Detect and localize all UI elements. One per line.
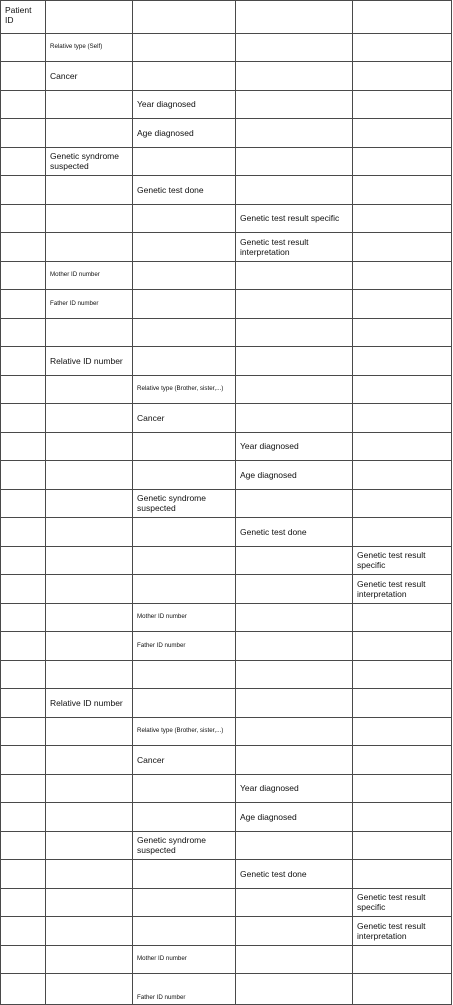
relative1-mother-id-label: Mother ID number — [133, 603, 236, 632]
self-genetic-syndrome-label: Genetic syndrome suspected — [46, 147, 133, 176]
table-cell[interactable] — [353, 603, 452, 632]
table-cell[interactable] — [236, 347, 353, 376]
table-cell[interactable] — [133, 917, 236, 946]
table-cell[interactable] — [46, 888, 133, 917]
table-cell[interactable] — [46, 318, 133, 347]
table-cell[interactable] — [353, 375, 452, 404]
table-cell[interactable] — [133, 518, 236, 547]
table-cell[interactable] — [133, 803, 236, 832]
table-cell[interactable] — [353, 860, 452, 889]
table-cell[interactable] — [353, 204, 452, 233]
table-cell[interactable] — [353, 261, 452, 290]
table-cell[interactable] — [353, 461, 452, 490]
patient-id-header: Patient ID — [1, 1, 46, 34]
self-genetic-test-result-specific-label: Genetic test result specific — [236, 204, 353, 233]
table-cell[interactable] — [353, 147, 452, 176]
relative2-genetic-test-done-label: Genetic test done — [236, 860, 353, 889]
relative1-relative-type-label: Relative type (Brother, sister,...) — [133, 375, 236, 404]
table-row — [1, 518, 452, 547]
table-cell[interactable] — [236, 375, 353, 404]
table-cell[interactable] — [1, 489, 46, 518]
table-row — [1, 888, 452, 917]
table-row — [1, 689, 452, 718]
self-relative-type-label: Relative type (Self) — [46, 33, 133, 62]
table-cell[interactable] — [46, 546, 133, 575]
table-row — [1, 945, 452, 974]
table-row — [1, 489, 452, 518]
table-cell[interactable] — [46, 746, 133, 775]
relative2-id-label: Relative ID number — [46, 689, 133, 718]
table-cell[interactable] — [353, 774, 452, 803]
table-cell[interactable] — [236, 603, 353, 632]
table-cell[interactable] — [353, 632, 452, 661]
table-cell[interactable] — [133, 774, 236, 803]
table-cell[interactable] — [133, 575, 236, 604]
table-cell[interactable] — [133, 318, 236, 347]
table-cell[interactable] — [1, 803, 46, 832]
table-cell[interactable] — [133, 233, 236, 262]
table-cell[interactable] — [353, 176, 452, 205]
table-cell[interactable] — [236, 831, 353, 860]
table-cell[interactable] — [353, 803, 452, 832]
relative2-year-diagnosed-label: Year diagnosed — [236, 774, 353, 803]
table-cell[interactable] — [353, 119, 452, 148]
table-cell[interactable] — [353, 432, 452, 461]
table-cell[interactable] — [46, 774, 133, 803]
table-cell[interactable] — [1, 575, 46, 604]
table-row — [1, 261, 452, 290]
relative1-year-diagnosed-label: Year diagnosed — [236, 432, 353, 461]
table-row — [1, 1, 452, 34]
table-row — [1, 204, 452, 233]
table-cell[interactable] — [46, 660, 133, 689]
table-row — [1, 803, 452, 832]
table-cell[interactable] — [236, 660, 353, 689]
self-age-diagnosed-label: Age diagnosed — [133, 119, 236, 148]
table-cell[interactable] — [1, 717, 46, 746]
table-row — [1, 746, 452, 775]
table-cell[interactable] — [1, 290, 46, 319]
table-cell[interactable] — [133, 888, 236, 917]
table-cell[interactable] — [46, 860, 133, 889]
table-row — [1, 62, 452, 91]
table-cell[interactable] — [236, 575, 353, 604]
table-cell[interactable] — [236, 689, 353, 718]
table-cell[interactable] — [1, 860, 46, 889]
table-cell[interactable] — [353, 945, 452, 974]
table-cell[interactable] — [236, 717, 353, 746]
table-cell[interactable] — [1, 33, 46, 62]
table-cell[interactable] — [1, 603, 46, 632]
table-row — [1, 974, 452, 1005]
relative1-genetic-test-result-specific-label: Genetic test result specific — [353, 546, 452, 575]
table-cell[interactable] — [236, 489, 353, 518]
table-cell[interactable] — [1, 176, 46, 205]
relative2-father-id-label: Father ID number — [133, 974, 236, 1005]
table-cell[interactable] — [46, 461, 133, 490]
table-row — [1, 176, 452, 205]
relative2-age-diagnosed-label: Age diagnosed — [236, 803, 353, 832]
table-cell[interactable] — [236, 62, 353, 91]
relative1-father-id-label: Father ID number — [133, 632, 236, 661]
table-cell[interactable] — [46, 632, 133, 661]
table-cell[interactable] — [1, 518, 46, 547]
table-row — [1, 290, 452, 319]
table-cell[interactable] — [1, 147, 46, 176]
self-mother-id-label: Mother ID number — [46, 261, 133, 290]
table-cell[interactable] — [236, 917, 353, 946]
table-cell[interactable] — [46, 489, 133, 518]
relative2-cancer-label: Cancer — [133, 746, 236, 775]
table-cell[interactable] — [236, 261, 353, 290]
relative1-genetic-test-result-interpretation-label: Genetic test result interpretation — [353, 575, 452, 604]
table-cell[interactable] — [46, 803, 133, 832]
table-cell[interactable] — [1, 62, 46, 91]
table-cell[interactable] — [236, 1, 353, 34]
self-genetic-test-done-label: Genetic test done — [133, 176, 236, 205]
table-row — [1, 461, 452, 490]
table-cell[interactable] — [1, 660, 46, 689]
table-row — [1, 147, 452, 176]
table-cell[interactable] — [1, 746, 46, 775]
table-cell[interactable] — [133, 290, 236, 319]
table-cell[interactable] — [1, 375, 46, 404]
table-cell[interactable] — [133, 689, 236, 718]
table-cell[interactable] — [133, 1, 236, 34]
table-cell[interactable] — [236, 888, 353, 917]
table-cell[interactable] — [46, 119, 133, 148]
table-cell[interactable] — [46, 233, 133, 262]
table-cell[interactable] — [236, 632, 353, 661]
table-cell[interactable] — [1, 774, 46, 803]
table-row — [1, 375, 452, 404]
relative1-age-diagnosed-label: Age diagnosed — [236, 461, 353, 490]
table-cell[interactable] — [1, 318, 46, 347]
table-cell[interactable] — [46, 404, 133, 433]
table-cell[interactable] — [236, 119, 353, 148]
table-row — [1, 860, 452, 889]
table-row — [1, 318, 452, 347]
table-row — [1, 233, 452, 262]
table-row — [1, 774, 452, 803]
relative2-genetic-test-result-specific-label: Genetic test result specific — [353, 888, 452, 917]
table-cell[interactable] — [1, 917, 46, 946]
relative2-mother-id-label: Mother ID number — [133, 945, 236, 974]
table-cell[interactable] — [353, 831, 452, 860]
table-cell[interactable] — [353, 746, 452, 775]
table-row — [1, 404, 452, 433]
table-cell[interactable] — [1, 404, 46, 433]
table-row — [1, 660, 452, 689]
table-cell[interactable] — [353, 1, 452, 34]
table-cell[interactable] — [1, 632, 46, 661]
table-cell[interactable] — [1, 689, 46, 718]
table-cell[interactable] — [353, 90, 452, 119]
table-cell[interactable] — [46, 831, 133, 860]
table-cell[interactable] — [236, 945, 353, 974]
table-cell[interactable] — [236, 147, 353, 176]
table-cell[interactable] — [1, 261, 46, 290]
relative1-cancer-label: Cancer — [133, 404, 236, 433]
table-cell[interactable] — [46, 518, 133, 547]
table-cell[interactable] — [46, 917, 133, 946]
table-cell[interactable] — [236, 290, 353, 319]
table-row — [1, 603, 452, 632]
table-cell[interactable] — [1, 831, 46, 860]
table-row — [1, 347, 452, 376]
table-cell[interactable] — [1, 888, 46, 917]
table-cell[interactable] — [353, 489, 452, 518]
table-cell[interactable] — [46, 974, 133, 1005]
table-cell[interactable] — [1, 90, 46, 119]
table-row — [1, 917, 452, 946]
table-row — [1, 831, 452, 860]
table-row — [1, 717, 452, 746]
self-genetic-test-result-interpretation-label: Genetic test result interpretation — [236, 233, 353, 262]
table-cell[interactable] — [46, 945, 133, 974]
relative2-relative-type-label: Relative type (Brother, sister,...) — [133, 717, 236, 746]
table-cell[interactable] — [133, 461, 236, 490]
table-cell[interactable] — [353, 518, 452, 547]
table-cell[interactable] — [236, 33, 353, 62]
table-cell[interactable] — [133, 204, 236, 233]
table-cell[interactable] — [236, 318, 353, 347]
table-cell[interactable] — [1, 204, 46, 233]
table-cell[interactable] — [1, 119, 46, 148]
table-cell[interactable] — [46, 1, 133, 34]
relative1-genetic-test-done-label: Genetic test done — [236, 518, 353, 547]
table-row — [1, 119, 452, 148]
table-row — [1, 33, 452, 62]
table-cell[interactable] — [133, 62, 236, 91]
table-cell[interactable] — [1, 233, 46, 262]
table-row — [1, 432, 452, 461]
table-cell[interactable] — [236, 974, 353, 1005]
table-cell[interactable] — [46, 432, 133, 461]
table-cell[interactable] — [1, 974, 46, 1005]
self-father-id-label: Father ID number — [46, 290, 133, 319]
relative1-id-label: Relative ID number — [46, 347, 133, 376]
table-cell[interactable] — [353, 717, 452, 746]
table-cell[interactable] — [353, 974, 452, 1005]
table-cell[interactable] — [236, 90, 353, 119]
table-cell[interactable] — [1, 347, 46, 376]
table-cell[interactable] — [133, 660, 236, 689]
table-cell[interactable] — [46, 176, 133, 205]
table-cell[interactable] — [353, 33, 452, 62]
table-cell[interactable] — [133, 147, 236, 176]
table-row — [1, 632, 452, 661]
table-cell[interactable] — [133, 33, 236, 62]
table-row — [1, 575, 452, 604]
table-row — [1, 90, 452, 119]
table-cell[interactable] — [353, 318, 452, 347]
table-cell[interactable] — [46, 717, 133, 746]
relative1-genetic-syndrome-label: Genetic syndrome suspected — [133, 489, 236, 518]
table-cell[interactable] — [46, 575, 133, 604]
table-cell[interactable] — [46, 204, 133, 233]
table-cell[interactable] — [133, 432, 236, 461]
table-cell[interactable] — [353, 290, 452, 319]
table-cell[interactable] — [133, 546, 236, 575]
table-cell[interactable] — [353, 233, 452, 262]
table-cell[interactable] — [236, 746, 353, 775]
self-cancer-label: Cancer — [46, 62, 133, 91]
table-cell[interactable] — [133, 347, 236, 376]
table-cell[interactable] — [133, 261, 236, 290]
table-cell[interactable] — [236, 176, 353, 205]
table-cell[interactable] — [133, 860, 236, 889]
table-cell[interactable] — [46, 90, 133, 119]
table-cell[interactable] — [353, 62, 452, 91]
table-row — [1, 546, 452, 575]
table-cell[interactable] — [1, 432, 46, 461]
table-cell[interactable] — [1, 945, 46, 974]
table-cell[interactable] — [1, 546, 46, 575]
relative2-genetic-syndrome-label: Genetic syndrome suspected — [133, 831, 236, 860]
table-cell[interactable] — [236, 546, 353, 575]
table-cell[interactable] — [353, 660, 452, 689]
table-cell[interactable] — [353, 404, 452, 433]
table-cell[interactable] — [353, 689, 452, 718]
relative2-genetic-test-result-interpretation-label: Genetic test result interpretation — [353, 917, 452, 946]
table-cell[interactable] — [236, 404, 353, 433]
table-cell[interactable] — [353, 347, 452, 376]
table-cell[interactable] — [46, 603, 133, 632]
self-year-diagnosed-label: Year diagnosed — [133, 90, 236, 119]
table-cell[interactable] — [46, 375, 133, 404]
table-cell[interactable] — [1, 461, 46, 490]
